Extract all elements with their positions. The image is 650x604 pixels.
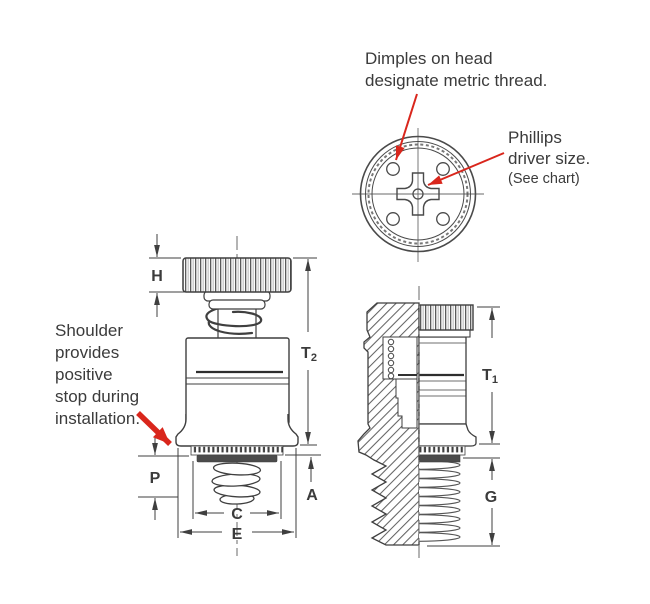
dim-label-A: A [306, 487, 318, 504]
dim-label-G: G [484, 489, 498, 506]
section-knurled-head [419, 305, 473, 330]
callout-phillips-line3: (See chart) [508, 171, 580, 187]
callout-dimples-line2: designate metric thread. [365, 71, 548, 90]
metric-dimple-se [437, 213, 450, 226]
callout-shoulder-line2: provides [55, 343, 120, 362]
section-washer-band [419, 455, 460, 462]
dim-label-H: H [151, 268, 163, 285]
serrated-band [191, 446, 283, 455]
section-shoulder-flange [419, 424, 476, 446]
section-head-lip [419, 330, 470, 337]
retainer-body [186, 338, 289, 424]
knurled-head [183, 258, 291, 292]
shoulder-leader-arrow [138, 413, 170, 444]
dim-label-P: P [149, 470, 161, 487]
phillips-leader-arrow [428, 153, 504, 185]
collar-ring-lower [209, 300, 265, 309]
callout-shoulder-line5: installation. [55, 409, 141, 428]
callout-shoulder-line4: stop during [55, 387, 140, 406]
dim-label-E: E [231, 526, 243, 543]
metric-dimple-sw [387, 213, 400, 226]
metric-dimple-ne [437, 163, 450, 176]
dim-label-C: C [231, 506, 243, 523]
callout-phillips-line2: driver size. [508, 149, 591, 168]
dim-label-T1: T1 [482, 367, 498, 386]
top-view-head [352, 128, 484, 262]
section-serrated-band [419, 446, 465, 455]
dimples-leader-arrow [396, 94, 417, 160]
shoulder-flange [176, 414, 298, 446]
section-view-screw [358, 286, 476, 558]
section-body-right [419, 337, 466, 424]
callout-shoulder-line1: Shoulder [55, 321, 124, 340]
callout-dimples-line1: Dimples on head [365, 49, 493, 68]
thread-stub [212, 462, 261, 505]
callout-phillips-line1: Phillips [508, 128, 562, 147]
callout-shoulder-line3: positive [55, 365, 113, 384]
metric-dimple-nw [387, 163, 400, 176]
washer-band [197, 455, 277, 462]
dim-label-T2: T2 [301, 345, 317, 364]
